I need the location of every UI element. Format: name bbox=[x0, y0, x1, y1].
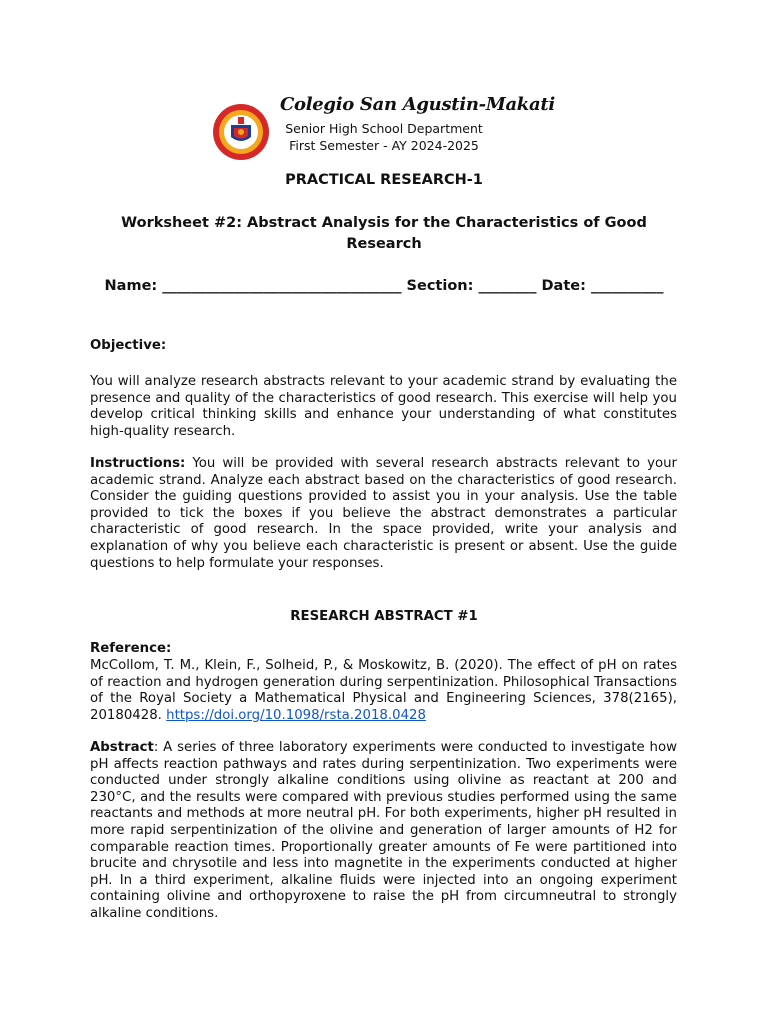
school-name: Colegio San Agustin-Makati bbox=[280, 94, 555, 115]
instructions-label: Instructions: bbox=[90, 456, 186, 471]
abstract-label: Abstract bbox=[90, 740, 154, 755]
instructions-text: You will be provided with several research abstracts relevant to your academic strand. Analyze each abstract based on the characteristics of good research. Consider the guiding questions provided to assist you in your analysis. Use the table provided to tick the boxes if you believe the abstract demonstrates a particular characteristic of good research. In the space provided, write your analysis and explanation of why you believe each characteristic is present or absent. Use the guide questions to help formulate your responses. bbox=[90, 456, 677, 571]
instructions-paragraph bbox=[90, 456, 677, 572]
reference-text: McCollom, T. M., Klein, F., Solheid, P., & Moskowitz, B. (2020). The effect of pH on rates of reaction and hydrogen generation during serpentinization. Philosophical Transactions of the Royal Society a Mathematical Physical and Engineering Sciences, 378(2165), 20180428. bbox=[90, 658, 677, 723]
course-title: PRACTICAL RESEARCH-1 bbox=[285, 172, 483, 188]
reference-heading: Reference: bbox=[90, 641, 172, 656]
reference-paragraph bbox=[90, 658, 677, 724]
department-label: Senior High School Department bbox=[285, 121, 483, 136]
objective-heading: Objective: bbox=[90, 338, 167, 353]
worksheet-title: Worksheet #2: Abstract Analysis for the Characteristics of Good Research bbox=[121, 215, 647, 252]
objective-text: You will analyze research abstracts relevant to your academic strand by evaluating the presence and quality of the characteristics of good research. This exercise will help you develop critical thinking skills and enhance your understanding of what constitutes high-quality research. bbox=[90, 374, 677, 439]
doi-link[interactable]: https://doi.org/10.1098/rsta.2018.0428 bbox=[166, 707, 426, 723]
school-header bbox=[0, 88, 768, 168]
research-abstract-heading: RESEARCH ABSTRACT #1 bbox=[290, 609, 478, 624]
student-info-line: Name: _________________________________ Section: ________ Date: __________ bbox=[104, 278, 664, 294]
abstract-text: : A series of three laboratory experiments were conducted to investigate how pH affects reaction pathways and rates during serpentinization. Two experiments were conducted under strongly alkaline conditions using olivine as reactant at 200 and 230°C, and the results were compared with previous studies performed using the same reactants and methods at more neutral pH. For both experiments, higher pH resulted in more rapid serpentinization of the olivine and generation of larger amounts of H2 for comparable reaction times. Proportionally greater amounts of Fe were partitioned into brucite and chrysotile and less into magnetite in the experiments conducted at higher pH. In a third experiment, alkaline fluids were injected into an ongoing experiment containing olivine and orthopyroxene to raise the pH from circumneutral to strongly alkaline conditions. bbox=[90, 740, 677, 921]
abstract-paragraph bbox=[90, 740, 677, 923]
school-seal-icon bbox=[212, 103, 270, 161]
semester-label: First Semester - AY 2024-2025 bbox=[289, 138, 479, 153]
